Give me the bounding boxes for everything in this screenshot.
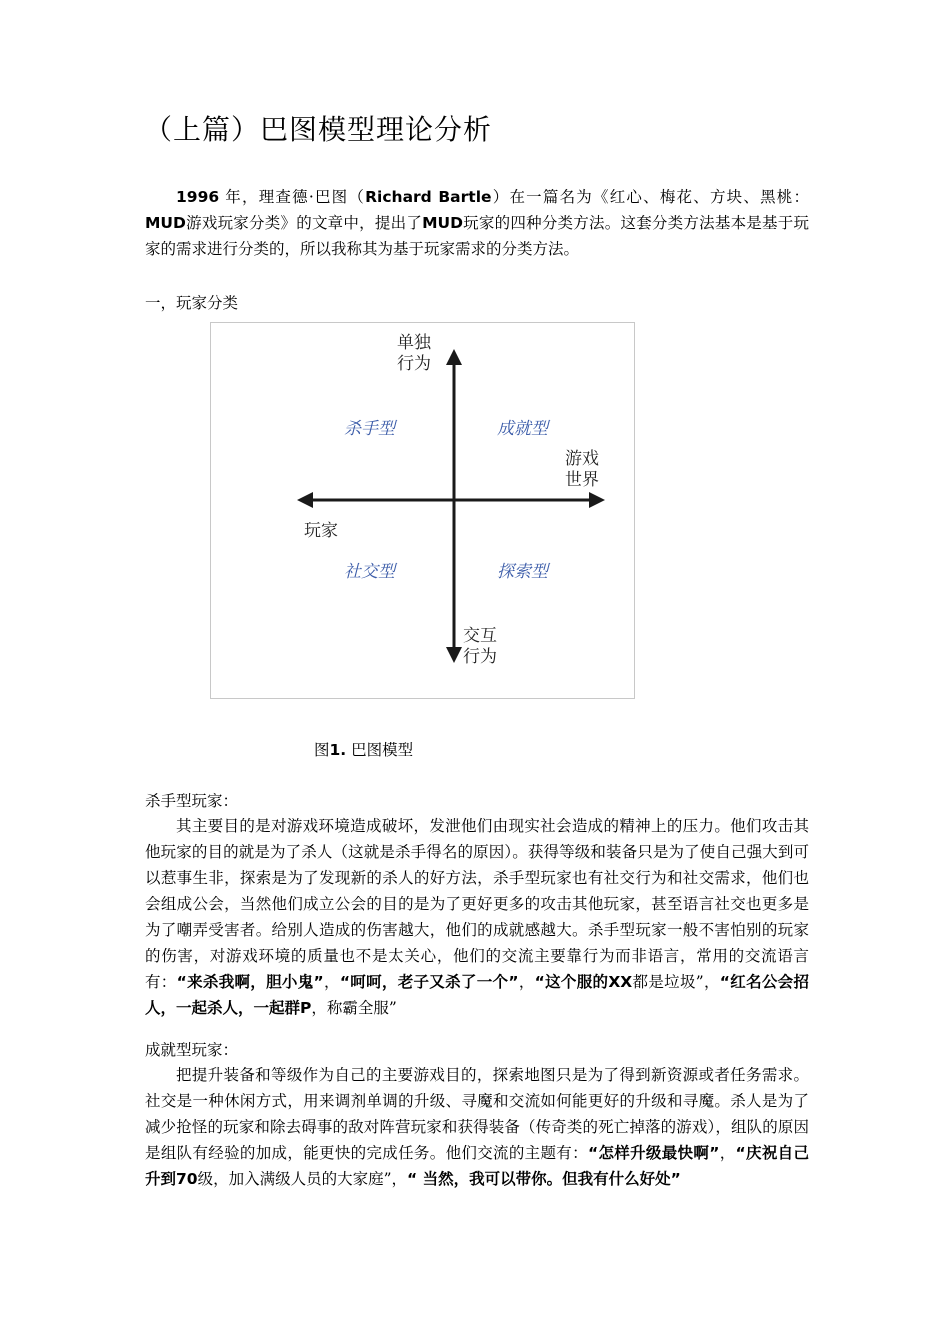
figure-caption bbox=[314, 737, 413, 763]
axis-label-interact-line-1: 交互 bbox=[463, 626, 497, 646]
quadrant-achiever: 成就型 bbox=[497, 419, 548, 439]
arrow-right-icon bbox=[589, 492, 605, 508]
caption-text: 巴图模型 bbox=[346, 741, 414, 759]
killer-quote-4b: ，称霸全服” bbox=[311, 999, 397, 1017]
killer-quote-xx: XX bbox=[608, 973, 633, 991]
intro-mud-2: MUD bbox=[422, 214, 463, 232]
axis-label-interact-line-2: 行为 bbox=[463, 647, 497, 667]
achiever-sep-2: ， bbox=[391, 1170, 408, 1188]
arrow-left-icon bbox=[297, 492, 313, 508]
intro-text-1: 年，理查德·巴图（ bbox=[219, 188, 366, 206]
bartle-model-figure bbox=[210, 322, 635, 699]
achiever-paragraph bbox=[145, 1062, 809, 1192]
achiever-quote-2a: “庆祝自己升到 bbox=[145, 1144, 809, 1188]
quadrant-socializer: 社交型 bbox=[344, 562, 395, 582]
intro-text-2: ）在一篇名为《红心、梅花、方块、黑桃： bbox=[491, 188, 810, 206]
quadrant-explorer: 探索型 bbox=[497, 562, 548, 582]
achiever-text: 把提升装备和等级作为自己的主要游戏目的，探索地图只是为了得到新资源或者任务需求。社交是一种休闲方式，用来调剂单调的升级、寻魔和交流如何能更好的升级和寻魔。杀人是为了减少抢怪的玩家和除去碍事的敌对阵营玩家和获得装备（传奇类的死亡掉落的游戏），组队的原因是组队有经验的加成，能更快的完成任务。他们交流的主题有： bbox=[145, 1066, 809, 1162]
axis-label-interactive-action bbox=[458, 626, 502, 668]
axis-label-solo-action bbox=[392, 333, 436, 375]
killer-quote-1: “来杀我啊，胆小鬼” bbox=[176, 973, 324, 991]
caption-prefix: 图 bbox=[314, 741, 330, 759]
caption-number: 1. bbox=[329, 741, 347, 759]
axis-label-solo-line-1: 单独 bbox=[397, 333, 431, 353]
killer-sep-2: ， bbox=[518, 973, 535, 991]
arrow-up-icon bbox=[446, 349, 462, 365]
killer-quote-3b: 都是垃圾” bbox=[632, 973, 704, 991]
intro-mud-1: MUD bbox=[145, 214, 186, 232]
intro-text-3: 游戏玩家分类》的文章中，提出了 bbox=[185, 214, 423, 232]
killer-text: 其主要目的是对游戏环境造成破坏，发泄他们由现实社会造成的精神上的压力。他们攻击其他玩家的目的就是为了杀人（这就是杀手得名的原因）。获得等级和装备只是为了使自己强大到可以惹事生非，探索是为了发现新的杀人的好方法，杀手型玩家也有社交行为和社交需求，他们也会组成公会，当然他们成立公会的目的是为了更好更多的攻击其他玩家，甚至语言社交也更多是为了嘲弄受害者。给别人造成的伤害越大，他们的成就感越大。杀手型玩家一般不害怕别的玩家的伤害，对游戏环境的质量也不是太关心，他们的交流主要靠行为而非语言，常用的交流语言有： bbox=[145, 817, 809, 991]
achiever-quote-3: “ 当然，我可以带你。但我有什么好处” bbox=[407, 1170, 681, 1188]
killer-quote-2: “呵呵，老子又杀了一个” bbox=[339, 973, 519, 991]
killer-label: 杀手型玩家： bbox=[145, 792, 239, 810]
axis-label-game-world bbox=[560, 449, 604, 491]
axis-label-world-line-1: 游戏 bbox=[565, 449, 599, 469]
bartle-axes bbox=[211, 323, 636, 700]
achiever-quote-level: 70 bbox=[176, 1170, 198, 1188]
achiever-sep-1: ， bbox=[719, 1144, 736, 1162]
achiever-label: 成就型玩家： bbox=[145, 1041, 239, 1059]
killer-sep-3: ， bbox=[703, 973, 720, 991]
intro-year: 1996 bbox=[176, 188, 220, 206]
axis-label-players: 玩家 bbox=[304, 521, 338, 541]
section-heading-player-types: 一，玩家分类 bbox=[145, 294, 239, 312]
killer-sep-1: ， bbox=[323, 973, 340, 991]
axis-label-world-line-2: 世界 bbox=[565, 470, 599, 490]
killer-quote-3a: “这个服的 bbox=[534, 973, 609, 991]
achiever-quote-1: “怎样升级最快啊” bbox=[587, 1144, 720, 1162]
achiever-quote-2b: 级，加入满级人员的大家庭” bbox=[197, 1170, 392, 1188]
intro-text-4: 玩家的四种分类方法。这套分类方法基本是基于玩家的需求进行分类的，所以我称其为基于玩家需求的分类方法。 bbox=[145, 214, 809, 258]
page-title: （上篇）巴图模型理论分析 bbox=[144, 113, 493, 146]
killer-paragraph bbox=[145, 813, 809, 1021]
intro-author-name: Richard Bartle bbox=[365, 188, 492, 206]
quadrant-killer: 杀手型 bbox=[344, 419, 395, 439]
axis-label-solo-line-2: 行为 bbox=[397, 354, 431, 374]
killer-quote-4a: “红名公会招人，一起杀人，一起群 bbox=[145, 973, 809, 1017]
killer-quote-p: P bbox=[300, 999, 312, 1017]
intro-paragraph bbox=[145, 184, 809, 262]
